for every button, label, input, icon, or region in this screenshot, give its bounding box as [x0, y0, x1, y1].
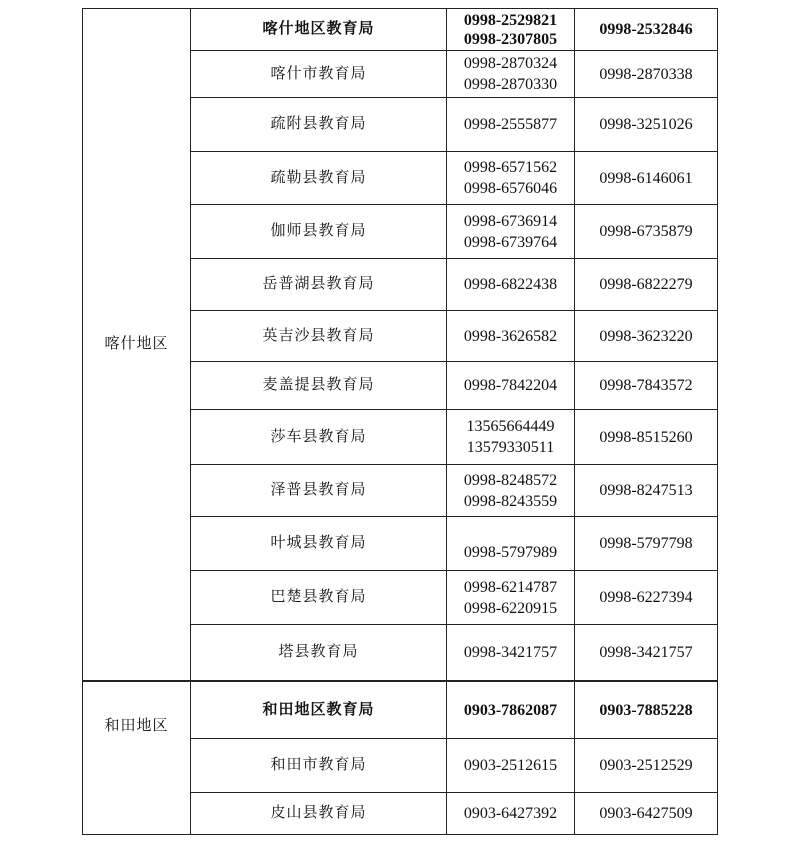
phone-cell — [447, 9, 575, 51]
region-cell-kashgar — [83, 9, 191, 682]
phone-number: 0903-6427392 — [463, 805, 558, 822]
phone-cell — [447, 793, 575, 835]
phone-cell — [447, 571, 575, 625]
region-name: 和田地区 — [104, 718, 169, 734]
phone-number-alt: 0998-3251026 — [599, 116, 693, 133]
office-name: 岳普湖县教育局 — [262, 276, 375, 292]
phone-number: 0998-6739764 — [463, 233, 558, 251]
phone-number-alt: 0998-3421757 — [599, 644, 693, 661]
region-cell-hotan — [83, 682, 191, 835]
office-name: 巴楚县教育局 — [270, 589, 367, 605]
phone-number: 0998-6822438 — [463, 276, 558, 293]
phone-number: 0903-2512615 — [463, 757, 558, 774]
office-name: 叶城县教育局 — [270, 535, 367, 551]
phone-number: 0998-7842204 — [463, 377, 558, 394]
phone-number: 13579330511 — [466, 439, 555, 456]
office-name-cell — [191, 259, 447, 311]
phone-alt-cell — [575, 205, 718, 259]
phone-number-alt: 0998-6735879 — [599, 223, 693, 240]
phone-cell — [447, 517, 575, 571]
phone-number-alt: 0998-3623220 — [599, 327, 693, 345]
phone-alt-cell — [575, 152, 718, 205]
office-name-cell — [191, 682, 447, 739]
office-name-cell — [191, 739, 447, 793]
office-name-cell — [191, 465, 447, 517]
phone-number: 0998-2870330 — [463, 76, 558, 93]
office-name: 和田地区教育局 — [262, 701, 375, 718]
phone-alt-cell — [575, 98, 718, 152]
office-name: 伽师县教育局 — [270, 223, 367, 239]
education-bureau-contact-table — [82, 8, 718, 835]
phone-number: 0998-6736914 — [463, 212, 558, 230]
phone-cell — [447, 362, 575, 410]
phone-cell — [447, 205, 575, 259]
phone-number: 0998-3626582 — [463, 327, 558, 345]
office-name-cell — [191, 311, 447, 362]
office-name-cell — [191, 362, 447, 410]
phone-number: 0998-6576046 — [463, 180, 558, 197]
phone-cell — [447, 98, 575, 152]
phone-number: 0998-2307805 — [463, 30, 558, 48]
phone-alt-cell — [575, 517, 718, 571]
phone-cell — [447, 152, 575, 205]
phone-cell — [447, 682, 575, 739]
office-name-cell — [191, 571, 447, 625]
phone-alt-cell — [575, 625, 718, 682]
office-name: 疏勒县教育局 — [270, 169, 367, 186]
office-name: 喀什地区教育局 — [262, 21, 375, 37]
phone-alt-cell — [575, 362, 718, 410]
office-name: 皮山县教育局 — [270, 805, 367, 821]
office-name: 喀什市教育局 — [270, 65, 367, 82]
office-name-cell — [191, 9, 447, 51]
phone-cell — [447, 625, 575, 682]
phone-cell — [447, 51, 575, 98]
phone-number-alt: 0903-6427509 — [599, 805, 693, 822]
phone-number: 0903-7862087 — [463, 701, 558, 719]
phone-number: 0998-2555877 — [463, 116, 558, 133]
phone-alt-cell — [575, 793, 718, 835]
phone-number: 0998-8248572 — [463, 471, 558, 489]
phone-number-alt: 0998-8515260 — [599, 428, 693, 446]
phone-number: 0998-3421757 — [463, 644, 558, 661]
region-name: 喀什地区 — [104, 336, 169, 352]
phone-number-alt: 0998-6822279 — [599, 276, 693, 293]
phone-cell — [447, 410, 575, 465]
phone-alt-cell — [575, 51, 718, 98]
office-name-cell — [191, 410, 447, 465]
office-name-cell — [191, 205, 447, 259]
phone-number-alt: 0998-8247513 — [599, 482, 693, 499]
phone-cell — [447, 311, 575, 362]
phone-alt-cell — [575, 311, 718, 362]
phone-alt-cell — [575, 465, 718, 517]
office-name: 麦盖提县教育局 — [262, 377, 375, 393]
phone-number: 0998-2529821 — [463, 11, 558, 29]
phone-cell — [447, 739, 575, 793]
office-name-cell — [191, 152, 447, 205]
phone-alt-cell — [575, 739, 718, 793]
phone-number-alt: 0903-2512529 — [599, 757, 693, 774]
phone-number: 0998-2870324 — [463, 55, 558, 72]
phone-number-alt: 0998-2870338 — [599, 65, 693, 83]
phone-number-alt: 0998-7843572 — [599, 377, 693, 394]
office-name-cell — [191, 517, 447, 571]
office-name: 英吉沙县教育局 — [262, 327, 375, 344]
office-name-cell — [191, 625, 447, 682]
phone-number: 0998-6220915 — [463, 599, 558, 617]
phone-number: 0998-5797989 — [463, 544, 558, 561]
phone-alt-cell — [575, 571, 718, 625]
office-name: 泽普县教育局 — [270, 482, 367, 498]
office-name-cell — [191, 51, 447, 98]
phone-number-alt: 0998-5797798 — [599, 535, 693, 552]
phone-number-alt: 0903-7885228 — [599, 701, 693, 719]
office-name: 莎车县教育局 — [270, 428, 367, 445]
office-name: 塔县教育局 — [278, 644, 359, 660]
phone-cell — [447, 465, 575, 517]
office-name: 和田市教育局 — [270, 757, 367, 773]
phone-number-alt: 0998-6227394 — [599, 589, 693, 606]
phone-cell — [447, 259, 575, 311]
phone-alt-cell — [575, 259, 718, 311]
phone-number: 13565664449 — [466, 418, 555, 435]
office-name-cell — [191, 793, 447, 835]
phone-number-alt: 0998-2532846 — [599, 21, 693, 38]
office-name: 疏附县教育局 — [270, 116, 367, 132]
phone-alt-cell — [575, 9, 718, 51]
phone-number: 0998-8243559 — [463, 492, 558, 510]
office-name-cell — [191, 98, 447, 152]
phone-alt-cell — [575, 682, 718, 739]
phone-number-alt: 0998-6146061 — [599, 169, 693, 187]
phone-number: 0998-6571562 — [463, 159, 558, 176]
phone-alt-cell — [575, 410, 718, 465]
phone-number: 0998-6214787 — [463, 578, 558, 596]
